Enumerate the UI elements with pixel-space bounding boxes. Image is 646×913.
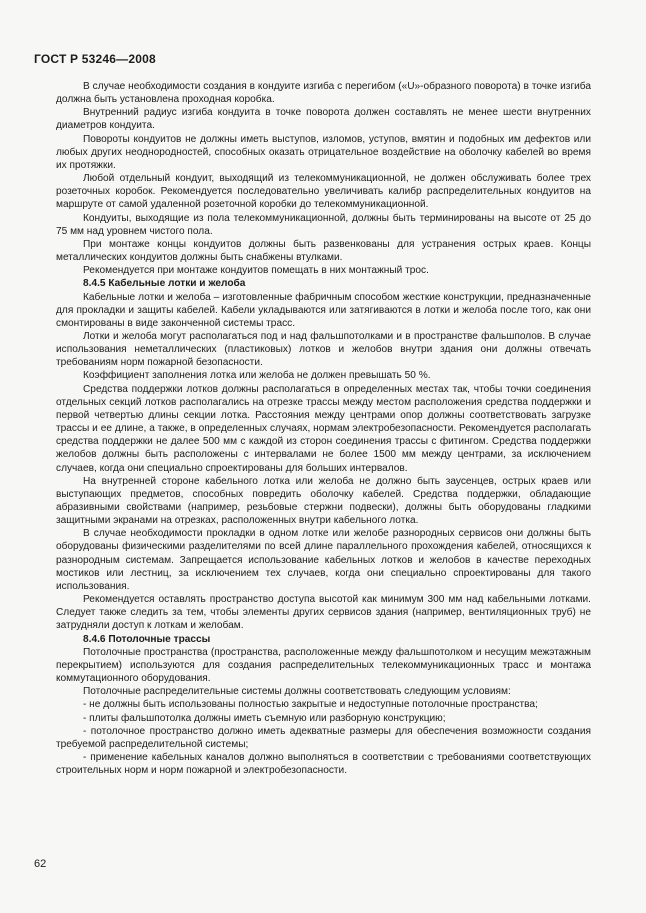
body-paragraph: Внутренний радиус изгиба кондуита в точке поворота должен составлять не менее шести внутренних диаметров кондуита.: [56, 107, 591, 132]
body-paragraph: В случае необходимости создания в кондуите изгиба с перегибом («U»-образного поворота) в точке изгиба должна быть установлена проходная коробка.: [56, 81, 591, 106]
body-paragraph: - плиты фальшпотолка должны иметь съемную или разборную конструкцию;: [83, 712, 446, 724]
body-paragraph: При монтаже концы кондуитов должны быть развенкованы для устранения острых краев. Концы металлических кондуитов должны быть снабжены втулками.: [56, 238, 591, 264]
body-paragraph: Рекомендуется при монтаже кондуитов помещать в них монтажный трос.: [83, 265, 429, 277]
section-heading: 8.4.5 Кабельные лотки и желоба: [83, 278, 246, 290]
body-paragraph: Рекомендуется оставлять пространство доступа высотой как минимум 300 мм над кабельными лотками. Следует также следить за тем, чтобы элементы других сервисов здания (например, вентиляционных труб) не затрудняли доступ к лоткам и желобам.: [56, 594, 591, 632]
body-paragraph: Любой отдельный кондуит, выходящий из телекоммуникационной, не должен обслуживать более трех розеточных коробок. Рекомендуется последовательно увеличивать калибр распределительных кондуитов на маршруте от самой удаленной розеточной коробки до телекоммуникационной.: [56, 173, 591, 211]
body-paragraph: Лотки и желоба могут располагаться под и над фальшпотолками и в пространстве фальшполов. В случае использования неметаллических (пластиковых) лотков и желобов внутри здания они должны отвечать требованиям норм пожарной безопасности.: [56, 330, 591, 369]
body-paragraph: - не должны быть использованы полностью закрытые и недоступные потолочные пространства;: [83, 699, 538, 711]
body-paragraph: Кондуиты, выходящие из пола телекоммуникационной, должны быть терминированы на высоте от 25 до 75 мм над уровнем чистого пола.: [56, 212, 591, 237]
body-paragraph: Коэффициент заполнения лотка или желоба не должен превышать 50 %.: [83, 370, 431, 382]
body-paragraph: Потолочные пространства (пространства, расположенные между фальшпотолком и несущим межэтажным перекрытием) используются для создания распределительных телекоммуникационных трасс и монтажа коммутационного оборудования.: [56, 646, 591, 685]
document-header: ГОСТ Р 53246—2008: [34, 52, 156, 66]
section-heading: 8.4.6 Потолочные трассы: [83, 633, 211, 645]
body-paragraph: В случае необходимости прокладки в одном лотке или желобе разнородных сервисов они должны быть оборудованы физическими разделителями по всей длине параллельного прохождения кабелей, относящихся к разнородным системам. Запрещается использование кабельных лотков и желобов в качестве переходных мостиков или лестниц, за исключением тех случаев, когда они специально спроектированы для такого использования.: [56, 528, 591, 592]
page-number: 62: [34, 858, 47, 870]
body-paragraph: Повороты кондуитов не должны иметь выступов, изломов, уступов, вмятин и подобных им дефектов или любых других неоднородностей, способных оказать отрицательное воздействие на оболочку кабелей во время их протяжки.: [56, 133, 591, 171]
body-paragraph: Кабельные лотки и желоба – изготовленные фабричным способом жесткие конструкции, предназначенные для прокладки и защиты кабелей. Кабели укладываются или затягиваются в лотки и желоба после того, как они смонтированы в виде законченной системы трасс.: [56, 291, 591, 329]
body-paragraph: На внутренней стороне кабельного лотка или желоба не должно быть заусенцев, острых краев или выступающих предметов, способных повредить оболочку кабелей. Средства поддержки, обладающие абразивными свойствами (например, резьбовые стержни подвески), должны быть оборудованы гладкими защитными экранами на отрезках, расположенных внутри кабельного лотка.: [56, 475, 591, 527]
body-paragraph: - потолочное пространство должно иметь адекватные размеры для обеспечения возможности создания требуемой распределительной системы;: [56, 725, 591, 750]
document-body: [56, 80, 591, 777]
body-paragraph: Потолочные распределительные системы должны соответствовать следующим условиям:: [83, 686, 511, 698]
body-paragraph: Средства поддержки лотков должны располагаться в определенных местах так, чтобы точки соединения отдельных секций лотков располагались на отрезке трассы между местом расположения средства поддержки и первой четвертью длины секции лотка. Расстояния между центрами опор должны соответствовать загрузке трассы и ее длине, а также, в определенных случаях, нормам электробезопасности. Рекомендуется располагать средства поддержки не далее 500 мм с каждой из сторон соединения трассы с фитингом. Средства поддержки желобов должны быть расположены с интервалами не более 1500 мм между центрами, за исключением случаев, когда они специально спроектированы для больших интервалов.: [56, 383, 591, 474]
body-paragraph: - применение кабельных каналов должно выполняться в соответствии с требованиями соответствующих строительных норм и норм пожарной и электробезопасности.: [56, 751, 591, 777]
